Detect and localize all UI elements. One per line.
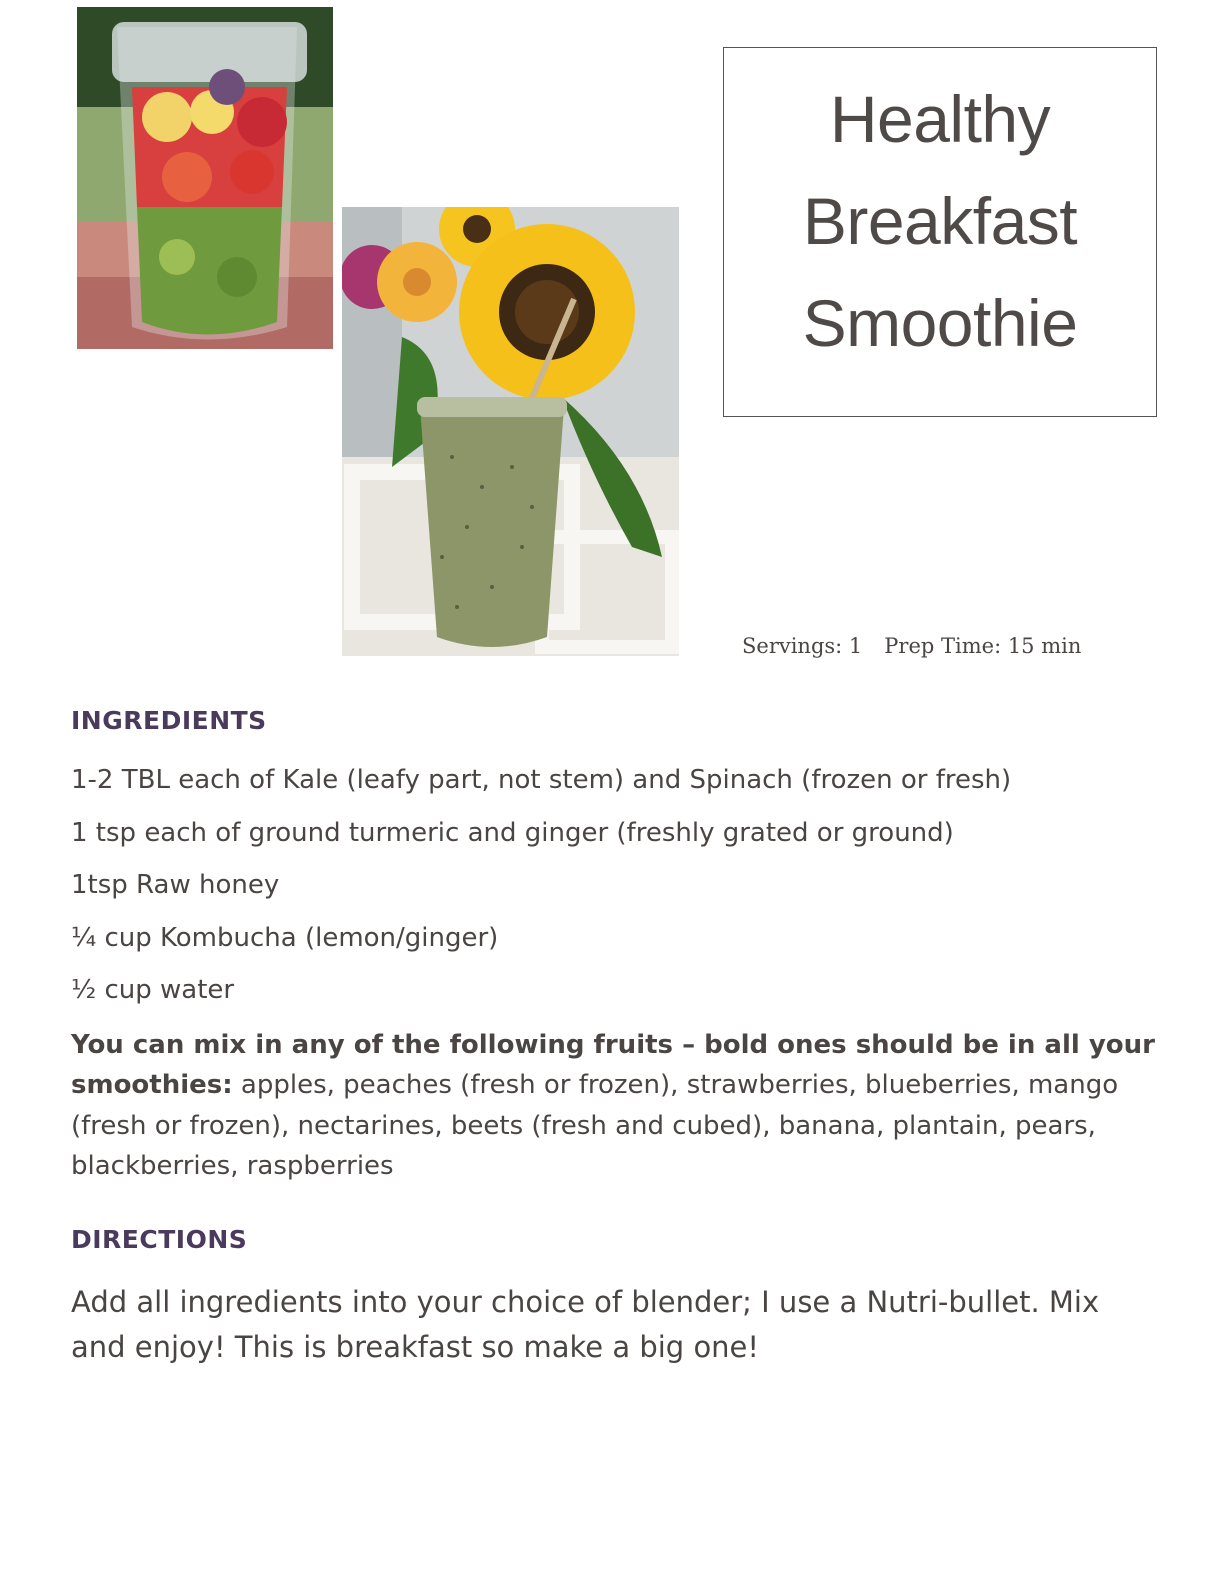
directions-text: Add all ingredients into your choice of blender; I use a Nutri-bullet. Mix and enjoy! This is breakfast so make a big one! — [71, 1285, 1100, 1364]
title-line-1: Healthy — [829, 82, 1051, 156]
ingredient-item: ¼ cup Kombucha (lemon/ginger) — [71, 922, 499, 953]
ingredient-item: 1-2 TBL each of Kale (leafy part, not stem) and Spinach (frozen or fresh) — [71, 765, 1012, 795]
ingredient-item: 1tsp Raw honey — [71, 870, 280, 900]
recipe-title-box — [723, 47, 1157, 417]
prep-time: Prep Time: 15 min — [884, 634, 1082, 658]
ingredients-list — [71, 762, 1161, 1187]
title-line-2: Breakfast — [802, 184, 1078, 258]
ingredient-item: ½ cup water — [71, 975, 235, 1005]
fruit-options-note — [71, 1025, 1161, 1187]
directions-heading: DIRECTIONS — [71, 1225, 248, 1254]
fruit-blender-cup-photo — [77, 7, 333, 349]
ingredients-heading: INGREDIENTS — [71, 706, 267, 735]
servings: Servings: 1 — [742, 634, 863, 658]
ingredient-item: 1 tsp each of ground turmeric and ginger (freshly grated or ground) — [71, 817, 954, 848]
recipe-meta — [742, 634, 1081, 658]
fruit-note-list: apples, peaches (fresh or frozen), strawberries, blueberries, mango (fresh or frozen), nectarines, beets (fresh and cubed), banana, plantain, pears, blackberries, raspberries — [71, 1070, 1119, 1181]
fruit-note-bold: You can mix in any of the following fruits – bold ones should be in all your smoothies: — [71, 1029, 1155, 1100]
title-line-3: Smoothie — [802, 286, 1078, 360]
green-smoothie-sunflower-photo — [342, 207, 679, 656]
